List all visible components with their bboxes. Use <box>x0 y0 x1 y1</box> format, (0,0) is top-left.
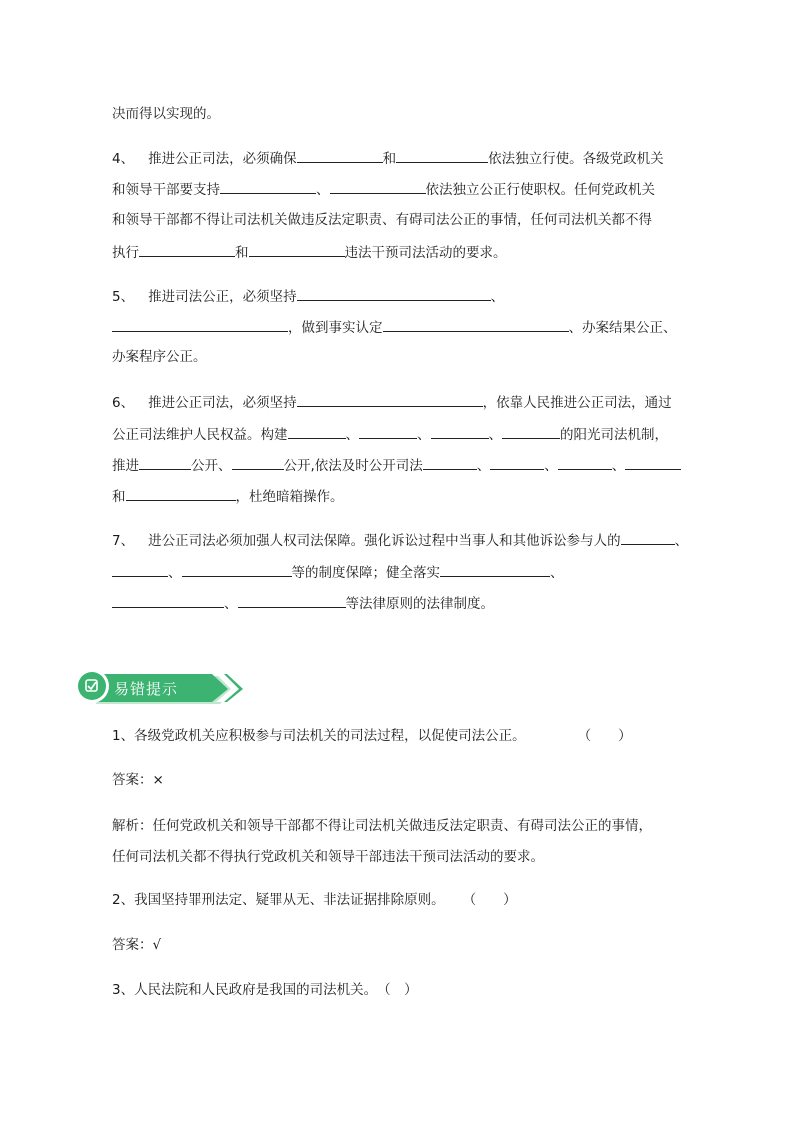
q6-line-3 <box>112 455 681 476</box>
q7-number: 7、 <box>112 533 135 549</box>
q6-text-1b: ，依靠人民推进公正司法，通过 <box>482 395 672 411</box>
q6-blank-8[interactable] <box>423 455 477 470</box>
q6-sep-1: 、 <box>345 427 359 443</box>
q4-line-3: 和领导干部都不得让司法机关做违反法定职责、有碍司法公正的事情，任何司法机关都不得 <box>112 212 652 228</box>
q7-sep-3: 、 <box>550 565 564 581</box>
q6-sep-2: 、 <box>417 427 431 443</box>
q5-text-1b: 、 <box>490 289 505 305</box>
q6-line-4 <box>112 486 344 507</box>
q5-blank-3[interactable] <box>383 317 569 332</box>
tf-q3-text: 3、人民法院和人民政府是我国的司法机关。 <box>112 982 378 998</box>
tf-q1-text: 1、各级党政机关应积极参与司法机关的司法过程，以促使司法公正。 <box>112 728 526 744</box>
q7-text-3b: 等法律原则的法律制度。 <box>345 596 494 612</box>
tf-q2-text: 2、我国坚持罪刑法定、疑罪从无、非法证据排除原则。 <box>112 892 445 908</box>
q7-sep-4: 、 <box>224 596 238 612</box>
q7-line-1 <box>112 530 688 551</box>
q5-text-1a: 推进司法公正，必须坚持 <box>148 289 297 305</box>
intro-tail: 决而得以实现的。 <box>112 106 220 122</box>
q4-text-2b: 、 <box>316 182 330 198</box>
q4-line-4 <box>112 242 507 263</box>
q4-blank-2[interactable] <box>396 148 488 163</box>
q6-blank-11[interactable] <box>625 455 681 470</box>
q7-blank-2[interactable] <box>112 562 168 577</box>
q6-blank-10[interactable] <box>558 455 612 470</box>
q5-blank-2[interactable] <box>112 317 288 332</box>
q7-blank-1[interactable] <box>621 530 675 545</box>
q7-text-1a: 进公正司法必须加强人权司法保障。强化诉讼过程中当事人和其他诉讼参与人的 <box>148 533 621 549</box>
q6-blank-3[interactable] <box>359 424 417 439</box>
q4-blank-5[interactable] <box>139 242 235 257</box>
q7-text-2b: 等的制度保障；健全落实 <box>291 565 440 581</box>
q6-text-4b: ，杜绝暗箱操作。 <box>235 489 344 505</box>
q6-blank-4[interactable] <box>431 424 489 439</box>
q6-line-2 <box>112 424 668 445</box>
q4-line-2 <box>112 179 655 200</box>
q7-sep-1: 、 <box>674 533 689 549</box>
q4-blank-6[interactable] <box>249 242 345 257</box>
q5-text-2b: 、办案结果公正、 <box>568 320 677 336</box>
section-title: 易错提示 <box>114 680 179 698</box>
q7-blank-5[interactable] <box>112 593 224 608</box>
tf-q1-answer-slot[interactable]: （ ） <box>577 728 632 744</box>
q4-text-1a: 推进公正司法，必须确保 <box>148 151 297 167</box>
q6-text-3b: 公开、 <box>191 458 232 474</box>
q4-text-1c: 依法独立行使。各级党政机关 <box>488 151 664 167</box>
q5-text-2a: ，做到事实认定 <box>288 320 383 336</box>
q6-text-2b: 的阳光司法机制， <box>560 427 668 443</box>
tf-a2: 答案：√ <box>112 937 162 953</box>
q4-line-1 <box>112 148 664 169</box>
tf-q1 <box>112 726 632 746</box>
q4-blank-1[interactable] <box>297 148 383 163</box>
tf-e1-line-2: 任何司法机关都不得执行党政机关和领导干部违法干预司法活动的要求。 <box>112 849 544 865</box>
q6-sep-6: 、 <box>611 458 626 474</box>
q6-text-3c: 公开,依法及时公开司法 <box>283 458 423 474</box>
q6-blank-5[interactable] <box>502 424 560 439</box>
tf-a1: 答案：× <box>112 772 164 788</box>
q6-blank-2[interactable] <box>288 424 346 439</box>
q6-text-4a: 和 <box>112 489 126 505</box>
q4-text-2a: 和领导干部要支持 <box>112 182 220 198</box>
q4-text-1b: 和 <box>382 151 397 167</box>
q6-sep-4: 、 <box>476 458 491 474</box>
tf-q3 <box>112 980 418 1000</box>
q7-blank-6[interactable] <box>238 593 346 608</box>
q6-text-2a: 公正司法维护人民权益。构建 <box>112 427 288 443</box>
tf-e1-line-1: 解析：任何党政机关和领导干部都不得让司法机关做违反法定职责、有碍司法公正的事情， <box>112 818 652 834</box>
q4-text-4a: 执行 <box>112 245 139 261</box>
q5-line-3: 办案程序公正。 <box>112 349 207 365</box>
q5-line-1 <box>112 286 504 307</box>
q6-blank-7[interactable] <box>232 455 284 470</box>
q7-line-3 <box>112 593 494 614</box>
q4-text-2c: 依法独立公正行使职权。任何党政机关 <box>425 182 655 198</box>
q6-sep-3: 、 <box>488 427 502 443</box>
q6-blank-1[interactable] <box>297 392 483 407</box>
q7-line-2 <box>112 562 564 583</box>
q6-blank-6[interactable] <box>139 455 191 470</box>
q5-line-2 <box>112 317 677 338</box>
q4-number: 4、 <box>112 151 135 167</box>
q6-text-3a: 推进 <box>112 458 139 474</box>
tf-q3-answer-slot[interactable]: （ ） <box>377 982 418 998</box>
q5-blank-1[interactable] <box>297 286 491 301</box>
tf-q2-answer-slot[interactable]: （ ） <box>462 892 517 908</box>
q6-blank-9[interactable] <box>490 455 544 470</box>
q6-line-1 <box>112 392 672 413</box>
q7-blank-4[interactable] <box>440 562 550 577</box>
q6-number: 6、 <box>112 395 135 411</box>
q4-blank-3[interactable] <box>220 179 316 194</box>
q7-blank-3[interactable] <box>182 562 292 577</box>
tf-q2 <box>112 890 517 910</box>
q4-text-4c: 违法干预司法活动的要求。 <box>344 245 507 261</box>
q7-sep-2: 、 <box>168 565 182 581</box>
q4-blank-4[interactable] <box>330 179 426 194</box>
q4-text-4b: 和 <box>235 245 249 261</box>
q6-sep-5: 、 <box>544 458 558 474</box>
q5-number: 5、 <box>112 289 135 305</box>
q6-blank-12[interactable] <box>126 486 236 501</box>
check-circle-icon <box>78 672 106 700</box>
q6-text-1a: 推进公正司法，必须坚持 <box>148 395 297 411</box>
